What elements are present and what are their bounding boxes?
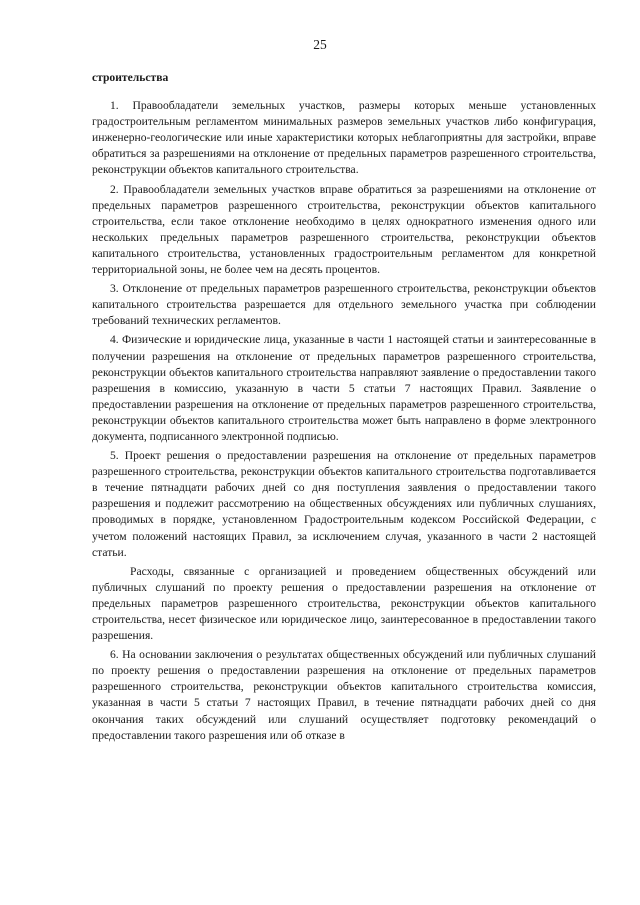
paragraph-1: 1. Правообладатели земельных участков, размеры которых меньше установленных градостроительным регламентом минимальных размеров земельных участков либо конфигурация, инженерно-геологические или иные характеристики которых неблагоприятны для застройки, вправе обратиться за разрешениями на отклонение от предельных параметров разрешенного строительства, реконструкции объектов капитального строительства.: [92, 99, 596, 177]
paragraph-3: 3. Отклонение от предельных параметров разрешенного строительства, реконструкции объектов капитального строительства разрешается для отдельного земельного участка при соблюдении требований технических регламентов.: [92, 282, 596, 328]
section-heading: строительства: [92, 71, 169, 84]
paragraph-expenses: Расходы, связанные с организацией и проведением общественных обсуждений или публичных слушаний по проекту решения о предоставлении разрешения на отклонение от предельных параметров разрешенного строительства, реконструкции объектов капитального строительства, несет физическое или юридическое лицо, заинтересованное в предоставлении такого разрешения.: [92, 564, 596, 643]
paragraph-6: 6. На основании заключения о результатах общественных обсуждений или публичных слушаний по проекту решения о предоставлении разрешения на отклонение от предельных параметров разрешенного строительства, реконструкции объектов капитального строительства комиссия, указанная в части 5 статьи 7 настоящих Правил, в течение пятнадцати рабочих дней со дня окончания таких обсуждений или слушаний осуществляет подготовку рекомендаций о предоставлении такого разрешения или об отказе в: [92, 648, 596, 742]
paragraph-5: 5. Проект решения о предоставлении разрешения на отклонение от предельных параметров разрешенного строительства, реконструкции объектов капитального строительства подготавливается в течение пятнадцати рабочих дней со дня поступления заявления о предоставлении такого разрешения и подлежит рассмотрению на общественных обсуждениях или публичных слушаниях, проводимых в порядке, установленном Градостроительным кодексом Российской Федерации, с учетом положений настоящих Правил, за исключением случая, указанного в части 2 настоящей статьи.: [92, 449, 596, 559]
document-body: [92, 70, 596, 747]
paragraph-4: 4. Физические и юридические лица, указанные в части 1 настоящей статьи и заинтересованные в получении разрешения на отклонение от предельных параметров разрешенного строительства, реконструкции объектов капитального строительства направляют заявление о предоставлении такого разрешения в комиссию, указанную в части 5 статьи 7 настоящих Правил. Заявление о предоставлении разрешения на отклонение от предельных параметров разрешенного строительства, реконструкции объектов капитального строительства может быть направлено в форме электронного документа, подписанного электронной подписью.: [92, 333, 596, 443]
paragraph-2: 2. Правообладатели земельных участков вправе обратиться за разрешениями на отклонение от предельных параметров разрешенного строительства, реконструкции объектов капитального строительства, если такое отклонение необходимо в целях однократного изменения одного или нескольких предельных параметров разрешенного строительства, реконструкции объектов капитального строительства, установленных градостроительным регламентом для конкретной территориальной зоны, не более чем на десять процентов.: [92, 182, 596, 277]
page-number: 25: [313, 37, 327, 52]
